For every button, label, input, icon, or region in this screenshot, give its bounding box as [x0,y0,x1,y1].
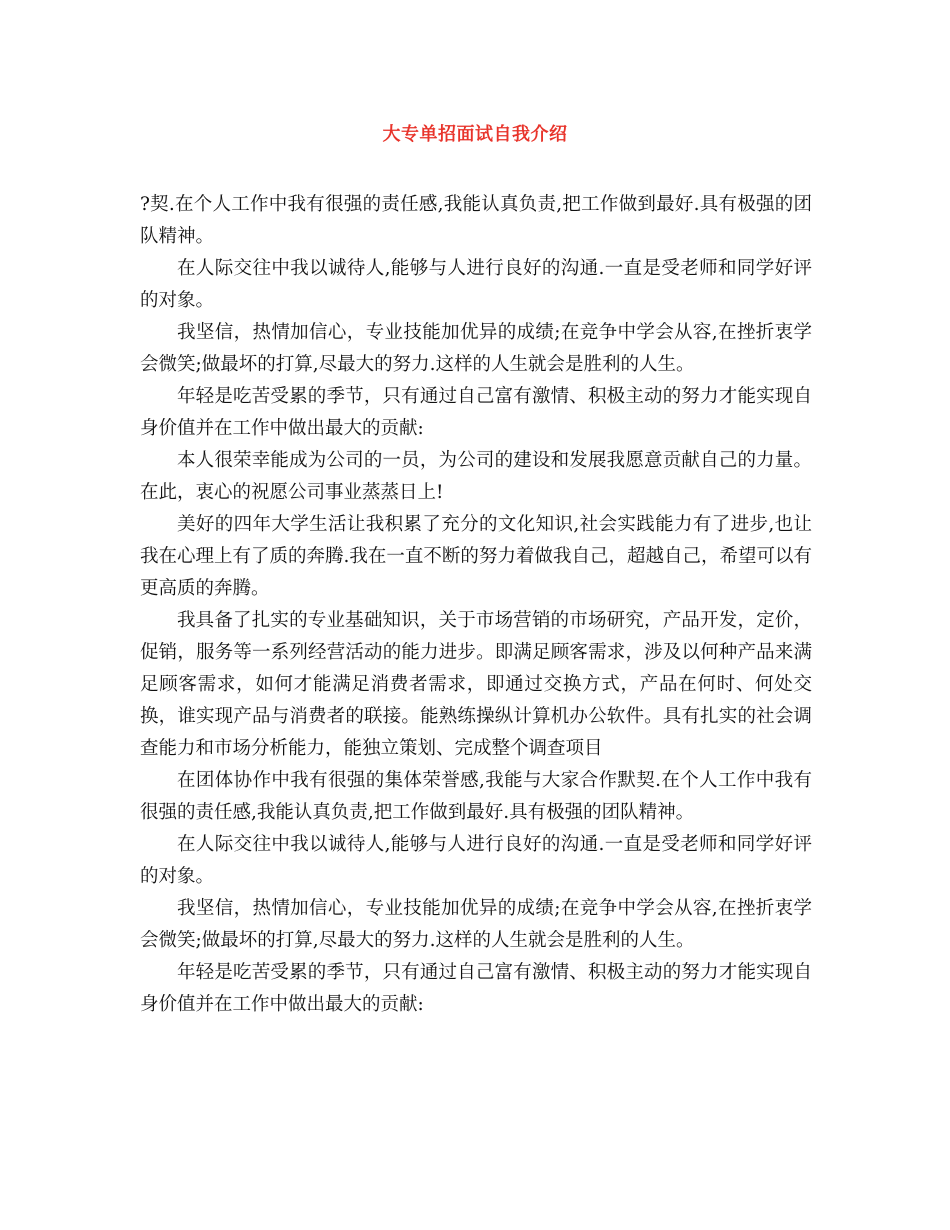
paragraph: 年轻是吃苦受累的季节，只有通过自己富有激情、积极主动的努力才能实现自身价值并在工作中做出最大的贡献: [140,386,812,439]
document-body [140,189,812,1021]
paragraph: 本人很荣幸能成为公司的一员，为公司的建设和发展我愿意贡献自己的力量。在此，衷心的祝愿公司事业蒸蒸日上! [140,450,812,503]
paragraph: 在团体协作中我有很强的集体荣誉感,我能与大家合作默契.在个人工作中我有很强的责任感,我能认真负责,把工作做到最好.具有极强的团队精神。 [140,770,812,823]
paragraph: 年轻是吃苦受累的季节，只有通过自己富有激情、积极主动的努力才能实现自身价值并在工作中做出最大的贡献: [140,962,812,1015]
paragraph: 在人际交往中我以诚待人,能够与人进行良好的沟通.一直是受老师和同学好评的对象。 [140,258,812,311]
paragraph: 我坚信，热情加信心，专业技能加优异的成绩;在竞争中学会从容,在挫折衷学会微笑;做最坏的打算,尽最大的努力.这样的人生就会是胜利的人生。 [140,898,812,951]
paragraph: 我具备了扎实的专业基础知识，关于市场营销的市场研究，产品开发，定价，促销，服务等一系列经营活动的能力进步。即满足顾客需求，涉及以何种产品来满足顾客需求，如何才能满足消费者需求，即通过交换方式，产品在何时、何处交换，谁实现产品与消费者的联接。能熟练操纵计算机办公软件。具有扎实的社会调查能力和市场分析能力，能独立策划、完成整个调查项目 [140,610,812,759]
paragraph: 在人际交往中我以诚待人,能够与人进行良好的沟通.一直是受老师和同学好评的对象。 [140,834,812,887]
paragraph: 我坚信，热情加信心，专业技能加优异的成绩;在竞争中学会从容,在挫折衷学会微笑;做最坏的打算,尽最大的努力.这样的人生就会是胜利的人生。 [140,322,812,375]
paragraph: ?契.在个人工作中我有很强的责任感,我能认真负责,把工作做到最好.具有极强的团队精神。 [140,194,812,247]
paragraph: 美好的四年大学生活让我积累了充分的文化知识,社会实践能力有了进步,也让我在心理上有了质的奔腾.我在一直不断的努力着做我自己，超越自己，希望可以有更高质的奔腾。 [140,514,812,599]
document-title: 大专单招面试自我介绍 [382,124,568,145]
